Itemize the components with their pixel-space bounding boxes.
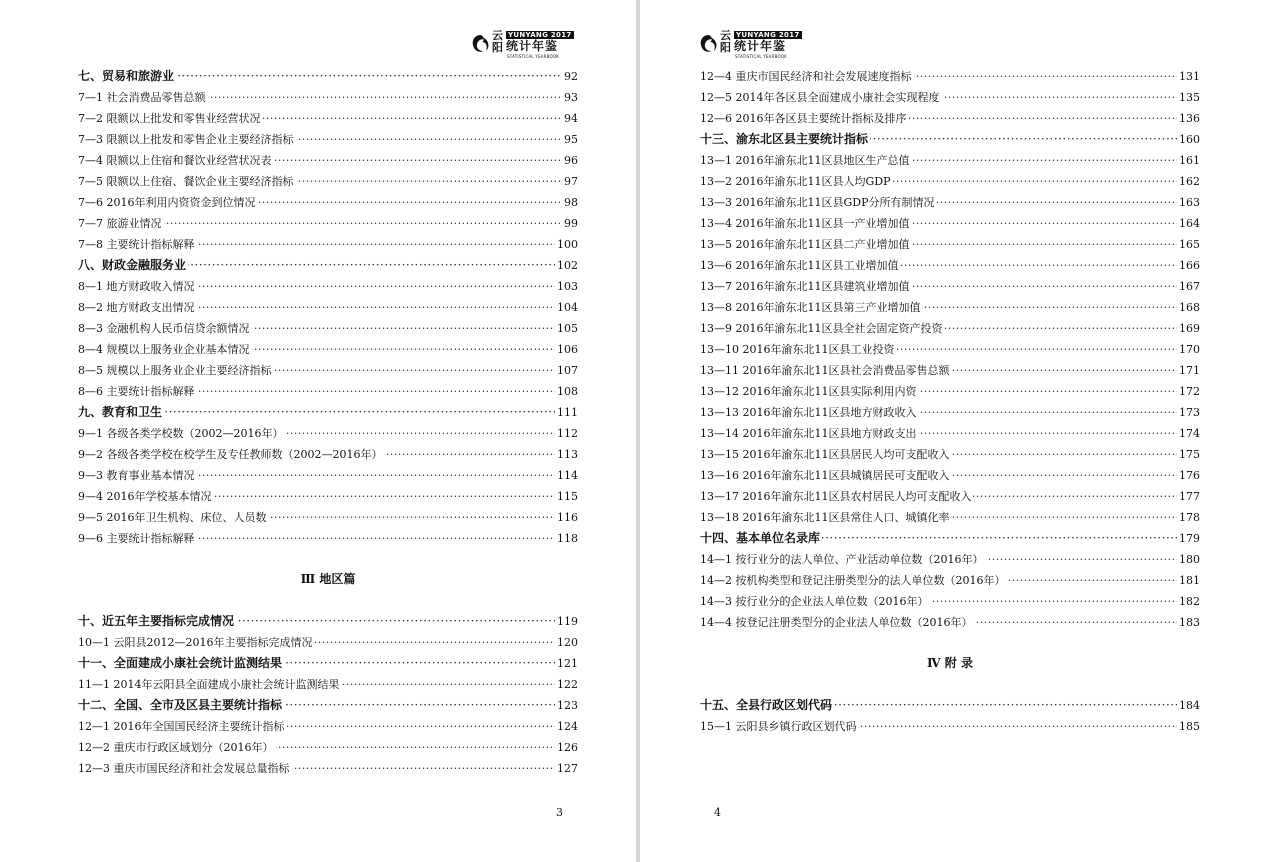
toc-entry-title: 15—1 云阳县乡镇行政区划代码	[700, 720, 857, 733]
toc-entry-title: 十二、全国、全市及区县主要统计指标	[78, 698, 283, 712]
toc-entry-title: 10—1 云阳县2012—2016年主要指标完成情况	[78, 636, 313, 649]
toc-entry-title: 九、教育和卫生	[78, 405, 163, 419]
toc-entry-row[interactable]	[78, 108, 578, 129]
part-heading: Ⅲ 地区篇	[300, 572, 356, 586]
toc-entry-row[interactable]	[78, 213, 578, 234]
toc-entry-row[interactable]	[700, 423, 1200, 444]
toc-entry-title: 8—5 规模以上服务业企业主要经济指标	[78, 364, 272, 377]
toc-entry-title: 13—6 2016年渝东北11区县工业增加值	[700, 259, 899, 272]
toc-entry-page: 163	[1177, 192, 1200, 213]
toc-entry-title: 9—1 各级各类学校数（2002—2016年）	[78, 427, 284, 440]
toc-entry-page: 116	[555, 507, 578, 528]
toc-entry-row[interactable]	[700, 507, 1200, 528]
toc-entry-title: 7—2 限额以上批发和零售业经营状况	[78, 112, 261, 125]
toc-entry-title: 13—5 2016年渝东北11区县二产业增加值	[700, 238, 910, 251]
toc-entry-page: 181	[1177, 570, 1200, 591]
toc-entry-page: 131	[1177, 66, 1200, 87]
toc-entry-title: 9—5 2016年卫生机构、床位、人员数	[78, 511, 267, 524]
toc-section-row[interactable]	[700, 129, 1200, 150]
toc-entry-row[interactable]	[700, 486, 1200, 507]
toc-entry-page: 112	[555, 423, 578, 444]
toc-entry-page: 95	[562, 129, 578, 150]
toc-entry-row[interactable]	[700, 213, 1200, 234]
toc-entry-title: 13—12 2016年渝东北11区县实际利用内资	[700, 385, 917, 398]
toc-entry-row[interactable]	[78, 297, 578, 318]
toc-entry-row[interactable]	[700, 255, 1200, 276]
toc-entry-row[interactable]	[700, 612, 1200, 633]
toc-entry-page: 167	[1177, 276, 1200, 297]
toc-entry-page: 170	[1177, 339, 1200, 360]
right-page	[640, 0, 1274, 862]
toc-entry-page: 102	[555, 255, 578, 276]
toc-entry-row[interactable]	[78, 339, 578, 360]
toc-entry-title: 十五、全县行政区划代码	[700, 698, 833, 712]
toc-entry-row[interactable]	[700, 339, 1200, 360]
toc-entry-page: 126	[555, 737, 578, 758]
toc-entry-row[interactable]	[78, 674, 578, 695]
toc-entry-row[interactable]	[78, 423, 578, 444]
toc-entry-title: 13—8 2016年渝东北11区县第三产业增加值	[700, 301, 921, 314]
toc-entry-title: 9—6 主要统计指标解释	[78, 532, 195, 545]
toc-entry-row[interactable]	[78, 507, 578, 528]
toc-entry-title: 13—18 2016年渝东北11区县常住人口、城镇化率	[700, 511, 950, 524]
logo-english: YUNYANG 2017	[736, 31, 800, 39]
toc-entry-row[interactable]	[700, 276, 1200, 297]
toc-entry-page: 119	[555, 611, 578, 632]
toc-entry-page: 113	[555, 444, 578, 465]
toc-entry-title: 13—3 2016年渝东北11区县GDP分所有制情况	[700, 196, 935, 209]
toc-entry-page: 165	[1177, 234, 1200, 255]
toc-entry-title: 14—4 按登记注册类型分的企业法人单位数（2016年）	[700, 616, 973, 629]
toc-entry-title: 12—6 2016年各区县主要统计指标及排序	[700, 112, 907, 125]
toc-entry-page: 173	[1177, 402, 1200, 423]
toc-entry-row[interactable]	[700, 234, 1200, 255]
toc-entry-page: 168	[1177, 297, 1200, 318]
toc-entry-title: 11—1 2014年云阳县全面建成小康社会统计监测结果	[78, 678, 340, 691]
toc-entry-title: 8—3 金融机构人民币信贷余额情况	[78, 322, 250, 335]
toc-entry-row[interactable]	[78, 381, 578, 402]
toc-section-row[interactable]	[78, 66, 578, 87]
toc-entry-row[interactable]	[78, 758, 578, 779]
toc-entry-title: 13—10 2016年渝东北11区县工业投资	[700, 343, 895, 356]
toc-entry-page: 175	[1177, 444, 1200, 465]
toc-entry-row[interactable]	[700, 87, 1200, 108]
toc-entry-page: 178	[1177, 507, 1200, 528]
toc-entry-page: 174	[1177, 423, 1200, 444]
swirl-logo-icon	[698, 33, 720, 55]
toc-entry-title: 13—11 2016年渝东北11区县社会消费品零售总额	[700, 364, 950, 377]
toc-entry-row[interactable]	[700, 716, 1200, 737]
toc-entry-title: 9—4 2016年学校基本情况	[78, 490, 212, 503]
toc-entry-page: 103	[555, 276, 578, 297]
toc-entry-row[interactable]	[78, 276, 578, 297]
toc-entry-page: 111	[555, 402, 578, 423]
toc-entry-title: 13—9 2016年渝东北11区县全社会固定资产投资	[700, 322, 943, 335]
toc-entry-row[interactable]	[700, 192, 1200, 213]
toc-entry-title: 8—2 地方财政支出情况	[78, 301, 195, 314]
toc-section-row[interactable]	[78, 611, 578, 632]
toc-entry-row[interactable]	[78, 486, 578, 507]
toc-entry-title: 7—8 主要统计指标解释	[78, 238, 195, 251]
left-page	[0, 0, 636, 862]
toc-entry-page: 171	[1177, 360, 1200, 381]
logo-english: YUNYANG 2017	[508, 31, 572, 39]
toc-entry-row[interactable]	[78, 444, 578, 465]
toc-entry-row[interactable]	[700, 360, 1200, 381]
part-heading: Ⅳ 附 录	[927, 656, 973, 670]
toc-entry-page: 162	[1177, 171, 1200, 192]
toc-entry-title: 12—1 2016年全国国民经济主要统计指标	[78, 720, 285, 733]
toc-entry-row[interactable]	[78, 716, 578, 737]
toc-entry-page: 172	[1177, 381, 1200, 402]
toc-entry-row[interactable]	[700, 66, 1200, 87]
toc-entry-page: 161	[1177, 150, 1200, 171]
toc-entry-page: 94	[562, 108, 578, 129]
toc-entry-row[interactable]	[78, 360, 578, 381]
toc-entry-row[interactable]	[700, 297, 1200, 318]
toc-entry-title: 13—7 2016年渝东北11区县建筑业增加值	[700, 280, 910, 293]
toc-entry-title: 14—1 按行业分的法人单位、产业活动单位数（2016年）	[700, 553, 984, 566]
toc-entry-title: 14—2 按机构类型和登记注册类型分的法人单位数（2016年）	[700, 574, 1006, 587]
toc-entry-row[interactable]	[78, 234, 578, 255]
toc-entry-title: 13—16 2016年渝东北11区县城镇居民可支配收入	[700, 469, 950, 482]
toc-entry-page: 96	[562, 150, 578, 171]
toc-entry-title: 8—6 主要统计指标解释	[78, 385, 195, 398]
toc-entry-row[interactable]	[700, 570, 1200, 591]
toc-entry-row[interactable]	[78, 318, 578, 339]
toc-entry-title: 12—5 2014年各区县全面建成小康社会实现程度	[700, 91, 940, 104]
toc-entry-title: 7—4 限额以上住宿和餐饮业经营状况表	[78, 154, 272, 167]
toc-entry-row[interactable]	[78, 737, 578, 758]
toc-entry-page: 185	[1177, 716, 1200, 737]
toc-entry-page: 118	[555, 528, 578, 549]
logo-seal: 云阳	[720, 29, 731, 54]
logo-chinese: 统计年鉴	[506, 39, 559, 53]
toc-entry-page: 105	[555, 318, 578, 339]
toc-entry-title: 8—1 地方财政收入情况	[78, 280, 195, 293]
toc-entry-title: 7—5 限额以上住宿、餐饮企业主要经济指标	[78, 175, 294, 188]
toc-entry-page: 98	[562, 192, 578, 213]
toc-entry-page: 177	[1177, 486, 1200, 507]
toc-entry-page: 107	[555, 360, 578, 381]
toc-section-row[interactable]	[78, 653, 578, 674]
toc-entry-title: 7—6 2016年利用内资资金到位情况	[78, 196, 256, 209]
toc-section-row[interactable]	[700, 695, 1200, 716]
toc-entry-row[interactable]	[700, 465, 1200, 486]
toc-entry-page: 93	[562, 87, 578, 108]
page-number: 4	[714, 806, 721, 819]
toc-entry-title: 八、财政金融服务业	[78, 258, 187, 272]
toc-entry-title: 十四、基本单位名录库	[700, 531, 821, 545]
toc-entry-title: 12—2 重庆市行政区域划分（2016年）	[78, 741, 274, 754]
toc-entry-row[interactable]	[700, 444, 1200, 465]
toc-entry-page: 104	[555, 297, 578, 318]
toc-entry-title: 12—4 重庆市国民经济和社会发展速度指标	[700, 70, 912, 83]
swirl-logo-icon	[470, 33, 492, 55]
toc-entry-page: 120	[555, 632, 578, 653]
toc-entry-page: 106	[555, 339, 578, 360]
toc-entry-page: 135	[1177, 87, 1200, 108]
toc-entry-row[interactable]	[700, 549, 1200, 570]
toc-entry-title: 14—3 按行业分的企业法人单位数（2016年）	[700, 595, 929, 608]
toc-entry-title: 十三、渝东北区县主要统计指标	[700, 132, 869, 146]
toc-entry-page: 179	[1177, 528, 1200, 549]
toc-entry-page: 183	[1177, 612, 1200, 633]
yearbook-logo	[470, 30, 582, 60]
toc-entry-page: 127	[555, 758, 578, 779]
toc-entry-row[interactable]	[78, 528, 578, 549]
toc-entry-page: 182	[1177, 591, 1200, 612]
logo-subtitle: STATISTICAL YEARBOOK	[735, 54, 787, 59]
toc-entry-title: 十一、全面建成小康社会统计监测结果	[78, 656, 283, 670]
toc-entry-page: 115	[555, 486, 578, 507]
toc-entry-row[interactable]	[700, 150, 1200, 171]
toc-entry-page: 160	[1177, 129, 1200, 150]
toc-section-row[interactable]	[78, 402, 578, 423]
table-of-contents-left	[78, 66, 578, 779]
toc-entry-row[interactable]	[700, 108, 1200, 129]
toc-entry-page: 123	[555, 695, 578, 716]
toc-entry-row[interactable]	[78, 465, 578, 486]
logo-seal: 云阳	[492, 29, 503, 54]
toc-entry-row[interactable]	[700, 171, 1200, 192]
toc-entry-title: 13—13 2016年渝东北11区县地方财政收入	[700, 406, 917, 419]
toc-entry-page: 169	[1177, 318, 1200, 339]
toc-entry-page: 92	[562, 66, 578, 87]
toc-section-row[interactable]	[78, 695, 578, 716]
table-of-contents-right	[700, 66, 1200, 737]
toc-entry-title: 7—7 旅游业情况	[78, 217, 162, 230]
toc-entry-row[interactable]	[78, 192, 578, 213]
toc-entry-row[interactable]	[78, 129, 578, 150]
toc-entry-page: 176	[1177, 465, 1200, 486]
toc-entry-page: 114	[555, 465, 578, 486]
toc-entry-title: 12—3 重庆市国民经济和社会发展总量指标	[78, 762, 290, 775]
toc-entry-page: 121	[555, 653, 578, 674]
toc-entry-page: 99	[562, 213, 578, 234]
toc-entry-title: 8—4 规模以上服务业企业基本情况	[78, 343, 250, 356]
toc-entry-row[interactable]	[700, 318, 1200, 339]
toc-entry-page: 184	[1177, 695, 1200, 716]
logo-chinese: 统计年鉴	[734, 39, 787, 53]
toc-entry-page: 166	[1177, 255, 1200, 276]
toc-entry-page: 180	[1177, 549, 1200, 570]
toc-entry-page: 124	[555, 716, 578, 737]
toc-entry-page: 122	[555, 674, 578, 695]
toc-entry-page: 108	[555, 381, 578, 402]
toc-entry-page: 136	[1177, 108, 1200, 129]
toc-entry-page: 100	[555, 234, 578, 255]
toc-entry-title: 十、近五年主要指标完成情况	[78, 614, 235, 628]
toc-entry-title: 7—3 限额以上批发和零售企业主要经济指标	[78, 133, 294, 146]
toc-entry-title: 13—1 2016年渝东北11区县地区生产总值	[700, 154, 910, 167]
logo-subtitle: STATISTICAL YEARBOOK	[507, 54, 559, 59]
toc-entry-title: 13—4 2016年渝东北11区县一产业增加值	[700, 217, 910, 230]
toc-entry-row[interactable]	[78, 632, 578, 653]
toc-entry-title: 9—3 教育事业基本情况	[78, 469, 195, 482]
toc-entry-row[interactable]	[78, 171, 578, 192]
toc-entry-title: 7—1 社会消费品零售总额	[78, 91, 206, 104]
toc-entry-title: 13—14 2016年渝东北11区县地方财政支出	[700, 427, 917, 440]
toc-entry-row[interactable]	[700, 381, 1200, 402]
toc-entry-title: 13—2 2016年渝东北11区县人均GDP	[700, 175, 891, 188]
toc-entry-title: 9—2 各级各类学校在校学生及专任教师数（2002—2016年）	[78, 448, 383, 461]
toc-entry-page: 97	[562, 171, 578, 192]
toc-entry-title: 13—17 2016年渝东北11区县农村居民人均可支配收入	[700, 490, 972, 503]
toc-entry-row[interactable]	[700, 591, 1200, 612]
toc-entry-row[interactable]	[700, 402, 1200, 423]
toc-entry-title: 13—15 2016年渝东北11区县居民人均可支配收入	[700, 448, 950, 461]
toc-section-row[interactable]	[700, 528, 1200, 549]
toc-entry-title: 七、贸易和旅游业	[78, 69, 175, 83]
page-number: 3	[556, 806, 563, 819]
toc-entry-row[interactable]	[78, 150, 578, 171]
toc-section-row[interactable]	[78, 255, 578, 276]
toc-entry-page: 164	[1177, 213, 1200, 234]
toc-entry-row[interactable]	[78, 87, 578, 108]
yearbook-logo	[698, 30, 810, 60]
